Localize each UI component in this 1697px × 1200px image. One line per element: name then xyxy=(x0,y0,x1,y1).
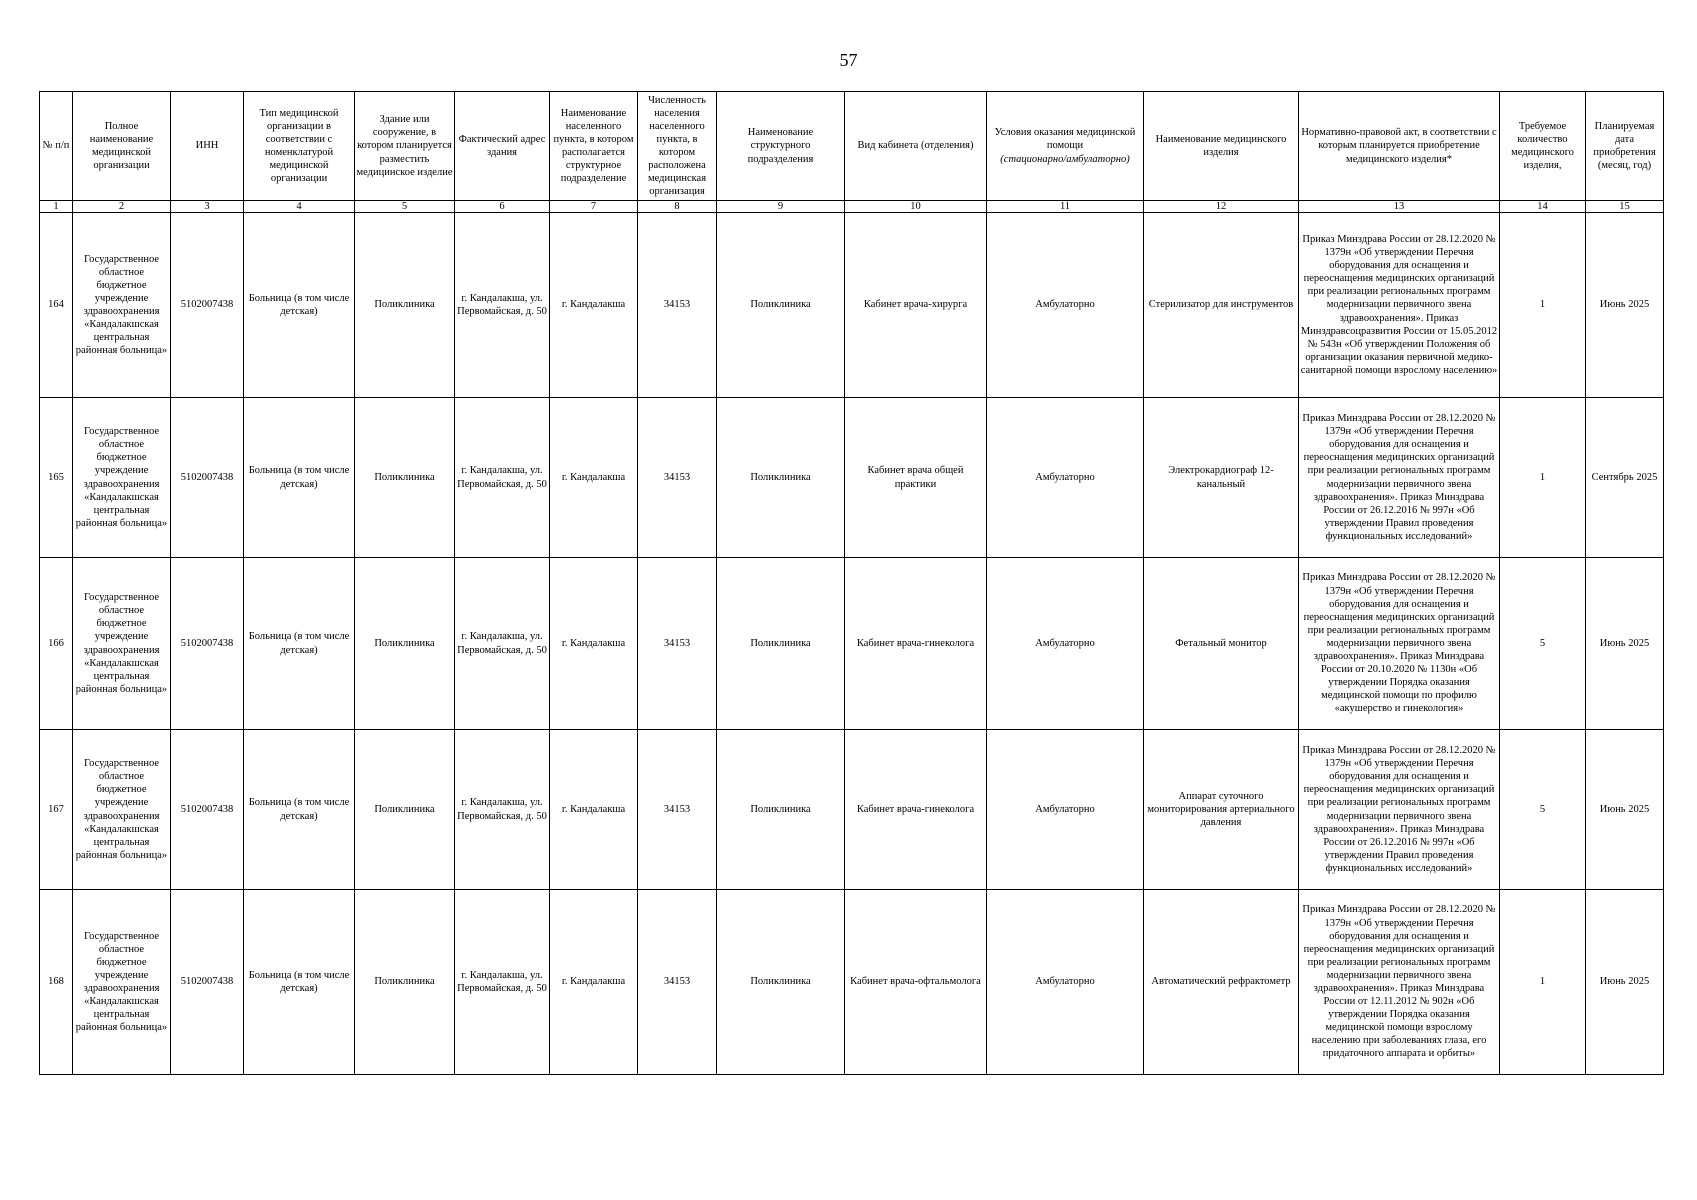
row-device: Аппарат суточного мониторирования артериального давления xyxy=(1144,730,1299,890)
row-num: 168 xyxy=(40,890,73,1075)
row-law: Приказ Минздрава России от 28.12.2020 № 1379н «Об утверждении Перечня оборудования для оснащения и переоснащения медицинских организаций при реализации региональных программ модернизации первичного звена здравоохранения». Приказ Минздрава России от 26.12.2016 № 997н «Об утверждении Правил проведения функциональных исследований» xyxy=(1299,730,1500,890)
table-row xyxy=(40,890,1664,1075)
table-row xyxy=(40,398,1664,558)
table-row xyxy=(40,730,1664,890)
header-num: № п/п xyxy=(40,92,73,201)
column-number: 12 xyxy=(1144,201,1299,213)
row-population: 34153 xyxy=(638,730,717,890)
row-law: Приказ Минздрава России от 28.12.2020 № 1379н «Об утверждении Перечня оборудования для оснащения и переоснащения медицинских организаций при реализации региональных программ модернизации первичного звена здравоохранения». Приказ Минздравсоцразвития России от 15.05.2012 № 543н «Об утверждении Положения об организации оказания первичной медико-санитарной помощи взрослому населению» xyxy=(1299,213,1500,398)
header-building: Здание или сооружение, в котором планируется разместить медицинское изделие xyxy=(355,92,455,201)
row-qty: 5 xyxy=(1500,558,1586,730)
equipment-table xyxy=(39,91,1664,1075)
row-device: Автоматический рефрактометр xyxy=(1144,890,1299,1075)
row-conditions: Амбулаторно xyxy=(987,558,1144,730)
column-number-row xyxy=(40,201,1664,213)
row-cabinet: Кабинет врача общей практики xyxy=(845,398,987,558)
row-device: Электрокардиограф 12-канальный xyxy=(1144,398,1299,558)
row-date: Сентябрь 2025 xyxy=(1586,398,1664,558)
row-inn: 5102007438 xyxy=(171,558,244,730)
row-population: 34153 xyxy=(638,890,717,1075)
row-locality: г. Кандалакша xyxy=(550,398,638,558)
column-number: 2 xyxy=(73,201,171,213)
header-row xyxy=(40,92,1664,201)
row-type: Больница (в том числе детская) xyxy=(244,890,355,1075)
header-conditions-main: Условия оказания медицинской помощи xyxy=(994,127,1136,152)
row-law: Приказ Минздрава России от 28.12.2020 № 1379н «Об утверждении Перечня оборудования для оснащения и переоснащения медицинских организаций при реализации региональных программ модернизации первичного звена здравоохранения». Приказ Минздрава России от 20.10.2020 № 1130н «Об утверждении Порядка оказания медицинской помощи по профилю «акушерство и гинекология» xyxy=(1299,558,1500,730)
row-unit: Поликлиника xyxy=(717,558,845,730)
header-locality: Наименование населенного пункта, в котором располагается структурное подразделение xyxy=(550,92,638,201)
row-type: Больница (в том числе детская) xyxy=(244,213,355,398)
row-date: Июнь 2025 xyxy=(1586,890,1664,1075)
header-law: Нормативно-правовой акт, в соответствии с которым планируется приобретение медицинского изделия* xyxy=(1299,92,1500,201)
column-number: 3 xyxy=(171,201,244,213)
row-unit: Поликлиника xyxy=(717,213,845,398)
row-law: Приказ Минздрава России от 28.12.2020 № 1379н «Об утверждении Перечня оборудования для оснащения и переоснащения медицинских организаций при реализации региональных программ модернизации первичного звена здравоохранения». Приказ Минздрава России от 26.12.2016 № 997н «Об утверждении Правил проведения функциональных исследований» xyxy=(1299,398,1500,558)
row-inn: 5102007438 xyxy=(171,398,244,558)
row-locality: г. Кандалакша xyxy=(550,730,638,890)
row-address: г. Кандалакша, ул. Первомайская, д. 50 xyxy=(455,398,550,558)
row-unit: Поликлиника xyxy=(717,398,845,558)
column-number: 10 xyxy=(845,201,987,213)
row-inn: 5102007438 xyxy=(171,213,244,398)
table-row xyxy=(40,558,1664,730)
table-row xyxy=(40,213,1664,398)
row-type: Больница (в том числе детская) xyxy=(244,398,355,558)
column-number: 13 xyxy=(1299,201,1500,213)
row-type: Больница (в том числе детская) xyxy=(244,558,355,730)
column-number: 6 xyxy=(455,201,550,213)
column-number: 1 xyxy=(40,201,73,213)
page-number: 57 xyxy=(839,50,858,70)
header-date: Планируемая дата приобретения (месяц, год) xyxy=(1586,92,1664,201)
row-building: Поликлиника xyxy=(355,730,455,890)
row-address: г. Кандалакша, ул. Первомайская, д. 50 xyxy=(455,213,550,398)
column-number: 4 xyxy=(244,201,355,213)
row-num: 166 xyxy=(40,558,73,730)
row-law: Приказ Минздрава России от 28.12.2020 № 1379н «Об утверждении Перечня оборудования для оснащения и переоснащения медицинских организаций при реализации региональных программ модернизации первичного звена здравоохранения». Приказ Минздрава России от 12.11.2012 № 902н «Об утверждении Порядка оказания медицинской помощи взрослому населению при заболеваниях глаза, его придаточного аппарата и орбиты» xyxy=(1299,890,1500,1075)
header-population: Численность населения населенного пункта, в котором расположена медицинская организация xyxy=(638,92,717,201)
row-unit: Поликлиника xyxy=(717,890,845,1075)
row-unit: Поликлиника xyxy=(717,730,845,890)
row-device: Фетальный монитор xyxy=(1144,558,1299,730)
header-inn: ИНН xyxy=(171,92,244,201)
row-population: 34153 xyxy=(638,398,717,558)
row-org: Государственное областное бюджетное учреждение здравоохранения «Кандалакшская центральная районная больница» xyxy=(73,558,171,730)
row-conditions: Амбулаторно xyxy=(987,890,1144,1075)
row-qty: 1 xyxy=(1500,890,1586,1075)
header-conditions xyxy=(987,92,1144,201)
header-org: Полное наименование медицинской организации xyxy=(73,92,171,201)
row-building: Поликлиника xyxy=(355,213,455,398)
column-number: 9 xyxy=(717,201,845,213)
row-cabinet: Кабинет врача-хирурга xyxy=(845,213,987,398)
row-conditions: Амбулаторно xyxy=(987,213,1144,398)
row-date: Июнь 2025 xyxy=(1586,558,1664,730)
column-number: 14 xyxy=(1500,201,1586,213)
column-number: 11 xyxy=(987,201,1144,213)
row-qty: 1 xyxy=(1500,213,1586,398)
row-org: Государственное областное бюджетное учреждение здравоохранения «Кандалакшская центральная районная больница» xyxy=(73,213,171,398)
row-inn: 5102007438 xyxy=(171,730,244,890)
header-unit: Наименование структурного подразделения xyxy=(717,92,845,201)
header-cabinet: Вид кабинета (отделения) xyxy=(845,92,987,201)
row-population: 34153 xyxy=(638,558,717,730)
row-qty: 1 xyxy=(1500,398,1586,558)
row-conditions: Амбулаторно xyxy=(987,398,1144,558)
row-num: 165 xyxy=(40,398,73,558)
row-qty: 5 xyxy=(1500,730,1586,890)
column-number: 5 xyxy=(355,201,455,213)
row-device: Стерилизатор для инструментов xyxy=(1144,213,1299,398)
row-cabinet: Кабинет врача-офтальмолога xyxy=(845,890,987,1075)
row-cabinet: Кабинет врача-гинеколога xyxy=(845,558,987,730)
row-population: 34153 xyxy=(638,213,717,398)
column-number: 7 xyxy=(550,201,638,213)
header-address: Фактический адрес здания xyxy=(455,92,550,201)
row-date: Июнь 2025 xyxy=(1586,213,1664,398)
row-cabinet: Кабинет врача-гинеколога xyxy=(845,730,987,890)
row-type: Больница (в том числе детская) xyxy=(244,730,355,890)
row-num: 167 xyxy=(40,730,73,890)
row-inn: 5102007438 xyxy=(171,890,244,1075)
row-address: г. Кандалакша, ул. Первомайская, д. 50 xyxy=(455,730,550,890)
row-building: Поликлиника xyxy=(355,398,455,558)
row-locality: г. Кандалакша xyxy=(550,890,638,1075)
row-date: Июнь 2025 xyxy=(1586,730,1664,890)
column-number: 15 xyxy=(1586,201,1664,213)
row-address: г. Кандалакша, ул. Первомайская, д. 50 xyxy=(455,890,550,1075)
row-org: Государственное областное бюджетное учреждение здравоохранения «Кандалакшская центральная районная больница» xyxy=(73,890,171,1075)
header-type: Тип медицинской организации в соответствии с номенклатурой медицинской организации xyxy=(244,92,355,201)
header-device: Наименование медицинского изделия xyxy=(1144,92,1299,201)
row-building: Поликлиника xyxy=(355,890,455,1075)
row-locality: г. Кандалакша xyxy=(550,558,638,730)
row-building: Поликлиника xyxy=(355,558,455,730)
row-locality: г. Кандалакша xyxy=(550,213,638,398)
row-num: 164 xyxy=(40,213,73,398)
row-org: Государственное областное бюджетное учреждение здравоохранения «Кандалакшская центральная районная больница» xyxy=(73,730,171,890)
header-qty: Требуемое количество медицинского изделия, xyxy=(1500,92,1586,201)
row-address: г. Кандалакша, ул. Первомайская, д. 50 xyxy=(455,558,550,730)
row-org: Государственное областное бюджетное учреждение здравоохранения «Кандалакшская центральная районная больница» xyxy=(73,398,171,558)
row-conditions: Амбулаторно xyxy=(987,730,1144,890)
header-conditions-note: (стационарно/амбулаторно) xyxy=(1000,153,1130,165)
column-number: 8 xyxy=(638,201,717,213)
